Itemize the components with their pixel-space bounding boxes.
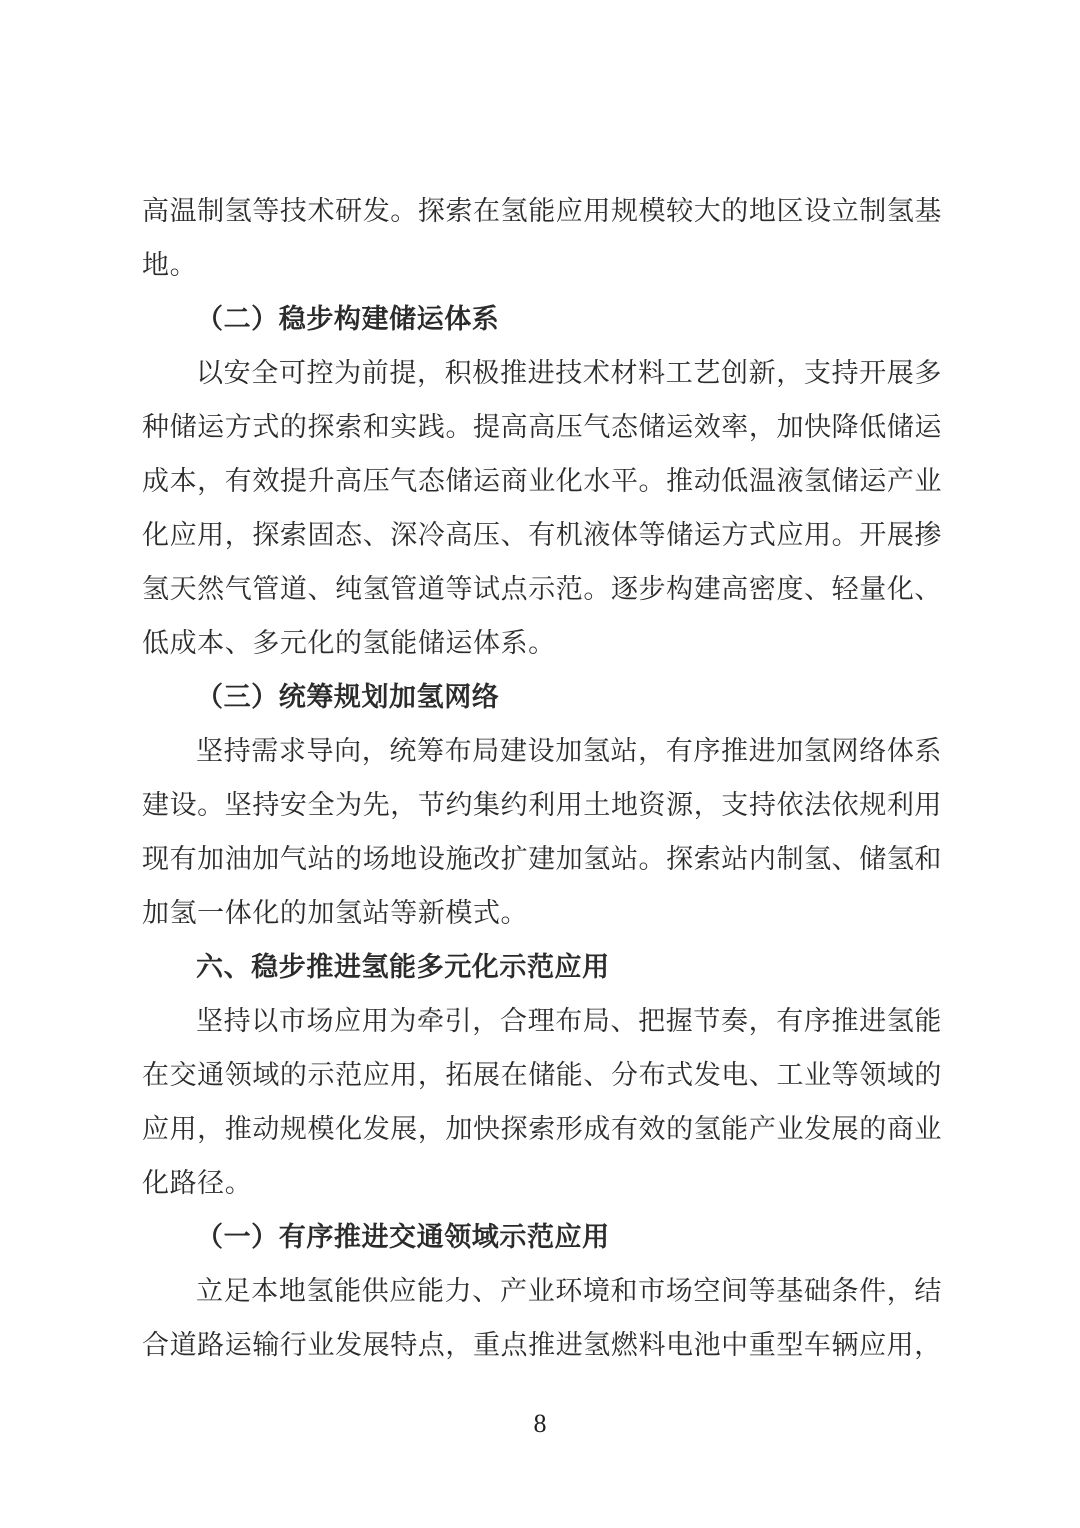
- page-number: 8: [533, 1409, 547, 1438]
- section-heading-1: （一）有序推进交通领域示范应用: [196, 1222, 610, 1252]
- document-body: [142, 184, 942, 1372]
- paragraph-continued: 高温制氢等技术研发。探索在氢能应用规模较大的地区设立制氢基地。: [142, 196, 942, 280]
- paragraph: 以安全可控为前提，积极推进技术材料工艺创新，支持开展多种储运方式的探索和实践。提高高压气态储运效率，加快降低储运成本，有效提升高压气态储运商业化水平。推动低温液氢储运产业化应用，探索固态、深冷高压、有机液体等储运方式应用。开展掺氢天然气管道、纯氢管道等试点示范。逐步构建高密度、轻量化、低成本、多元化的氢能储运体系。: [142, 358, 942, 658]
- chapter-heading-6: 六、稳步推进氢能多元化示范应用: [196, 952, 610, 982]
- paragraph: 坚持以市场应用为牵引，合理布局、把握节奏，有序推进氢能在交通领域的示范应用，拓展在储能、分布式发电、工业等领域的应用，推动规模化发展，加快探索形成有效的氢能产业发展的商业化路径。: [142, 1006, 942, 1198]
- paragraph: 坚持需求导向，统筹布局建设加氢站，有序推进加氢网络体系建设。坚持安全为先，节约集约利用土地资源，支持依法依规利用现有加油加气站的场地设施改扩建加氢站。探索站内制氢、储氢和加氢一体化的加氢站等新模式。: [142, 736, 942, 928]
- paragraph: 立足本地氢能供应能力、产业环境和市场空间等基础条件，结合道路运输行业发展特点，重点推进氢燃料电池中重型车辆应用，: [142, 1276, 942, 1360]
- section-heading-3: （三）统筹规划加氢网络: [196, 682, 500, 712]
- section-heading-2: （二）稳步构建储运体系: [196, 304, 500, 334]
